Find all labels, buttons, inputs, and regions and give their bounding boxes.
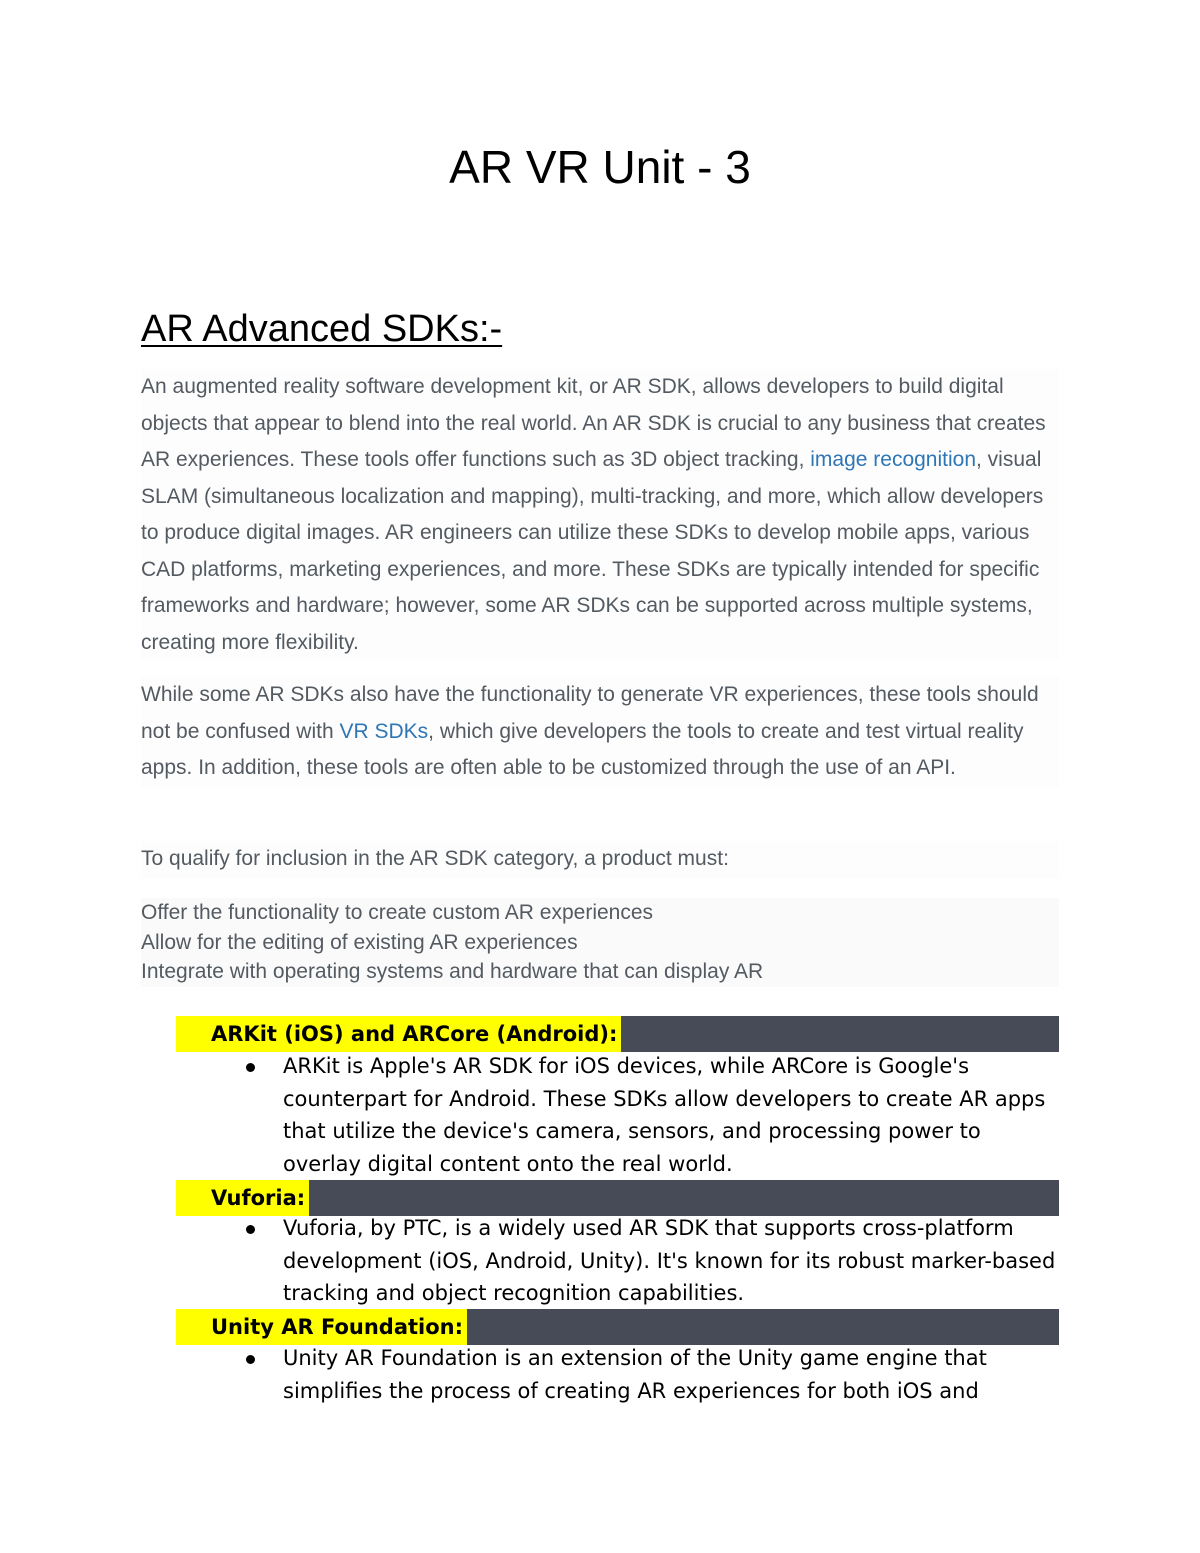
- intro-paragraph: [141, 369, 1059, 661]
- criteria-item: Allow for the editing of existing AR experiences: [141, 930, 578, 954]
- list-item-text: Unity AR Foundation is an extension of the Unity game engine that simplifies the process of creating AR experiences for both iOS and: [283, 1346, 987, 1403]
- list-item-text: ARKit is Apple's AR SDK for iOS devices, while ARCore is Google's counterpart for Android. These SDKs allow developers to create AR apps that utilize the device's camera, sensors, and processing power to overlay digital content onto the real world.: [283, 1054, 1046, 1176]
- vr-sdk-paragraph: [141, 677, 1059, 787]
- section-heading-vuforia: Vuforia:: [176, 1180, 309, 1216]
- criteria-list: [141, 898, 1059, 987]
- section-heading-unity-ar-foundation: Unity AR Foundation:: [176, 1309, 467, 1345]
- qualify-paragraph: To qualify for inclusion in the AR SDK category, a product must:: [141, 841, 1059, 878]
- criteria-item: Offer the functionality to create custom AR experiences: [141, 901, 654, 924]
- section-heading: AR Advanced SDKs:-: [141, 308, 503, 350]
- vr-text-2: , which give developers the tools to create and test virtual reality apps. In addition, these tools are often able to be customized through the use of an API.: [141, 719, 1024, 779]
- bullet-icon: [246, 1355, 255, 1364]
- vr-text-1: While some AR SDKs also have the functionality to generate VR experiences, these tools should not be confused with: [141, 683, 1039, 743]
- section-header-bar: [176, 1016, 1059, 1052]
- criteria-item: Integrate with operating systems and hardware that can display AR: [141, 960, 764, 983]
- section-header-bar: [176, 1309, 1059, 1345]
- vr-sdks-link[interactable]: VR SDKs: [339, 719, 429, 743]
- intro-text-1: An augmented reality software development kit, or AR SDK, allows developers to build digital objects that appear to blend into the real world. An AR SDK is crucial to any business that creates AR experiences. These tools offer functions such as 3D object tracking,: [141, 375, 1046, 471]
- bullet-icon: [246, 1225, 255, 1234]
- section-header-bar: [176, 1180, 1059, 1216]
- section-heading-arkit-arcore: ARKit (iOS) and ARCore (Android):: [176, 1016, 621, 1052]
- list-item-text: Vuforia, by PTC, is a widely used AR SDK that supports cross-platform development (iOS, Android, Unity). It's known for its robust marker-based tracking and object recognition capabilities.: [283, 1216, 1056, 1305]
- image-recognition-link[interactable]: image recognition: [810, 448, 977, 471]
- page-title: AR VR Unit - 3: [449, 141, 751, 193]
- intro-text-2: , visual SLAM (simultaneous localization and mapping), multi-tracking, and more, which allow developers to produce digital images. AR engineers can utilize these SDKs to develop mobile apps, various CAD platforms, marketing experiences, and more. These SDKs are typically intended for specific frameworks and hardware; however, some AR SDKs can be supported across multiple systems, creating more flexibility.: [141, 448, 1044, 654]
- bullet-icon: [246, 1063, 255, 1072]
